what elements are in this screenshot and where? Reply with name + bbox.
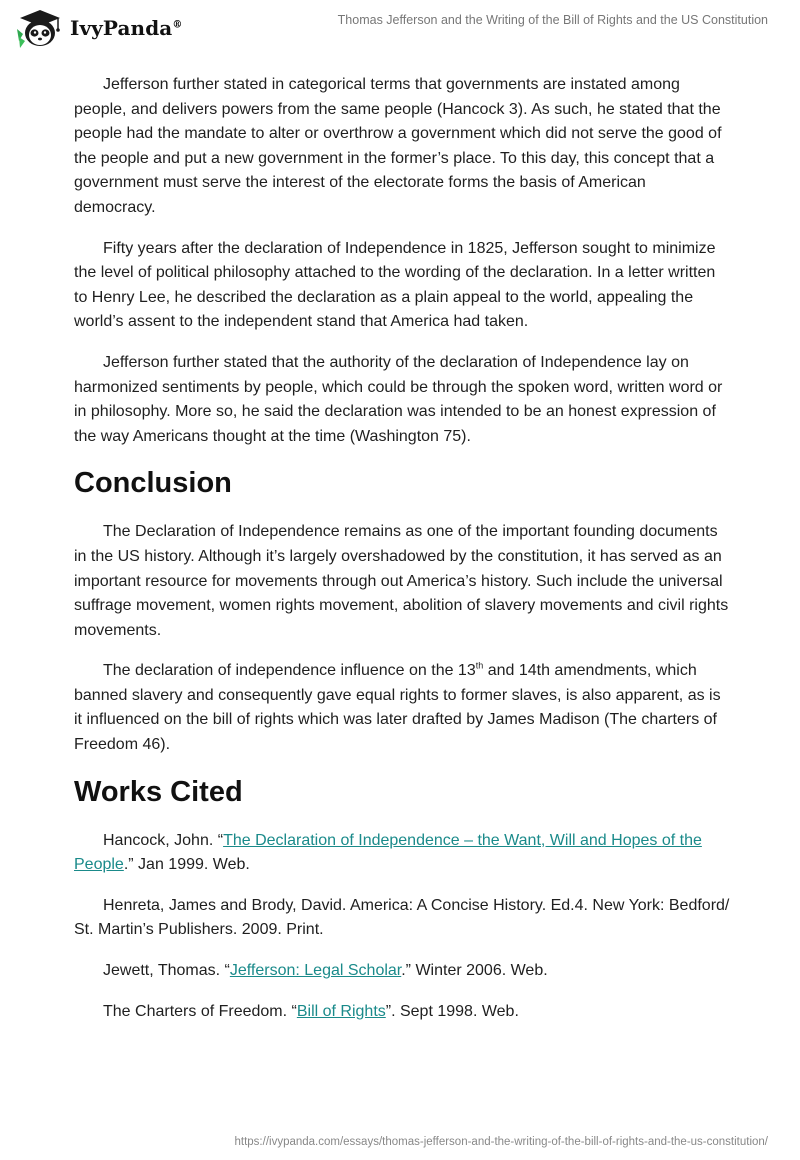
citation: The Charters of Freedom. “Bill of Rights”. Sept 1998. Web.: [103, 1002, 519, 1020]
paragraph: The declaration of independence influence on the 13th and 14th amendments, which banned slavery and consequently gave equal rights to former slaves, is also apparent, as is it influenced on the bill of rights which was later drafted by James Madison (The charters of Freedom 46).: [74, 660, 721, 754]
paragraph: Jefferson further stated in categorical terms that governments are instated among people, and delivers powers from the same people (Hancock 3). As such, he stated that the people had the mandate to alter or overthrow a government which did not serve the good of the people and put a new government in the former’s place. To this day, this concept that a government must serve the interest of the electorate forms the basis of American democracy.: [74, 76, 722, 216]
paragraph: The Declaration of Independence remains as one of the important founding documents in the US history. Although it’s largely overshadowed by the constitution, it has served as an important resource for movements through out America’s history. Such include the universal suffrage movement, women rights movement, abolition of slavery movements and civil rights movements.: [74, 523, 729, 639]
citation-link[interactable]: The Declaration of Independence – the Want, Will and Hopes of the People: [74, 831, 702, 874]
source-url[interactable]: https://ivypanda.com/essays/thomas-jefferson-and-the-writing-of-the-bill-of-rights-and-the-us-constitution/: [234, 1136, 768, 1148]
citation: Henreta, James and Brody, David. America: A Concise History. Ed.4. New York: Bedford/ St. Martin’s Publishers. 2009. Print.: [74, 896, 730, 939]
document-title: Thomas Jefferson and the Writing of the Bill of Rights and the US Constitution: [337, 13, 768, 27]
paragraph: Fifty years after the declaration of Independence in 1825, Jefferson sought to minimize the level of political philosophy attached to the wording of the declaration. In a letter written to Henry Lee, he described the declaration as a plain appeal to the world, appealing the world’s assent to the independent stand that America had taken.: [74, 239, 716, 331]
citation: Jewett, Thomas. “Jefferson: Legal Scholar.” Winter 2006. Web.: [103, 962, 548, 980]
panda-graduate-icon: [14, 7, 66, 49]
page-header: [0, 0, 800, 62]
ivypanda-logo[interactable]: [14, 7, 182, 49]
registered-mark: ®: [172, 19, 183, 31]
conclusion-heading: Conclusion: [74, 467, 232, 500]
citation-link[interactable]: Bill of Rights: [296, 1002, 386, 1020]
superscript: th: [475, 660, 484, 671]
citation-link[interactable]: Jefferson: Legal Scholar: [229, 962, 402, 980]
paragraph: Jefferson further stated that the authority of the declaration of Independence lay on harmonized sentiments by people, which could be through the spoken word, written word or in philosophy. More so, he said the declaration was intended to be an honest expression of the way Americans thought at the time (Washington 75).: [74, 353, 723, 445]
works-cited-heading: Works Cited: [74, 775, 243, 808]
brand-name: IvyPanda®: [70, 16, 183, 40]
essay-content: [74, 73, 730, 1040]
citation: Hancock, John. “The Declaration of Independence – the Want, Will and Hopes of the People.” Jan 1999. Web.: [74, 831, 702, 874]
